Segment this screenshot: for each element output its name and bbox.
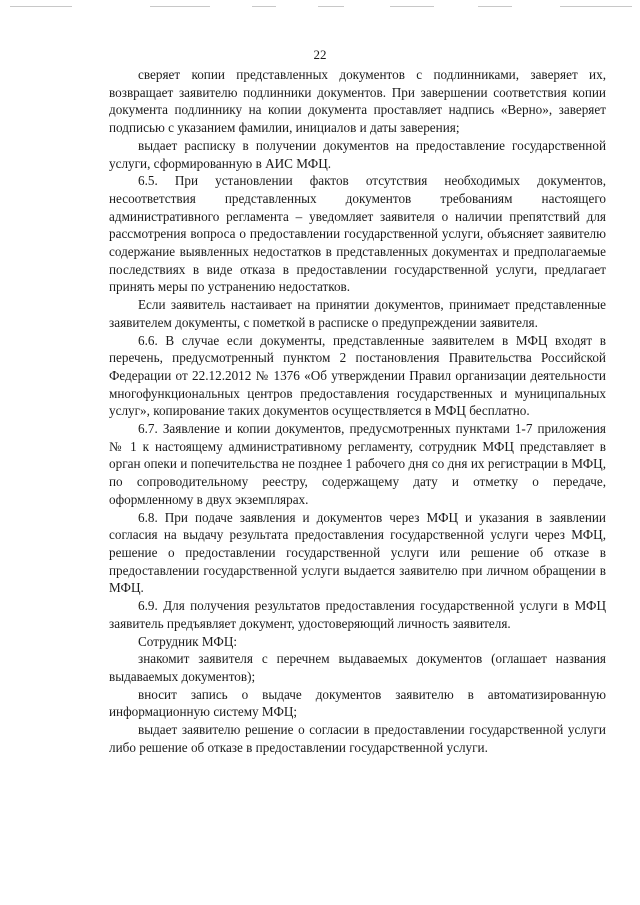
paragraph: вносит запись о выдаче документов заявителю в автоматизированную информационную систему МФЦ; xyxy=(109,686,606,720)
paragraph: знакомит заявителя с перечнем выдаваемых документов (оглашает названия выдаваемых документов); xyxy=(109,651,606,684)
paragraph: 6.9. Для получения результатов предоставления государственной услуги в МФЦ заявитель предъявляет документ, удостоверяющий личность заявителя. xyxy=(109,598,606,631)
paragraph: 6.6. В случае если документы, представленные заявителем в МФЦ входят в перечень, предусмотренный пунктом 2 постановления Правительства Российской Федерации от 22.12.2012 № 1376 «Об утверждении Правил организации деятельности многофункциональных центров предоставления государственных и муниципальных услуг», копирование таких документов осуществляется в МФЦ бесплатно. xyxy=(109,332,606,419)
paragraph: выдает расписку в получении документов на предоставление государственной услуги, сформированную в АИС МФЦ. xyxy=(109,137,606,171)
document-body xyxy=(109,66,606,756)
paragraph: 6.8. При подаче заявления и документов через МФЦ и указания в заявлении согласия на выдачу результата предоставления государственной услуги через МФЦ, решение о предоставлении государственной услуги или решение об отказе в предоставлении государственной услуги выдается заявителю при личном обращении в МФЦ. xyxy=(109,509,606,596)
paragraph: 6.5. При установлении фактов отсутствия необходимых документов, несоответствия представленных документов требованиям настоящего административного регламента – уведомляет заявителя о наличии препятствий для рассмотрения вопроса о предоставлении государственной услуги, объясняет заявителю содержание выявленных недостатков в представленных документах и предполагаемые последствиях в виде отказа в предоставлении государственной услуги, предлагает принять меры по устранению недостатков. xyxy=(109,173,606,295)
paragraph: Если заявитель настаивает на принятии документов, принимает представленные заявителем документы, с пометкой в расписке о предупреждении заявителя. xyxy=(109,297,606,330)
page-number: 22 xyxy=(313,47,327,62)
paragraph: Сотрудник МФЦ: xyxy=(138,633,238,649)
paragraph: сверяет копии представленных документов с подлинниками, заверяет их, возвращает заявителю подлинники документов. При завершении соответствия копии документа подлиннику на копии документа проставляет надпись «Верно», заверяет подписью с указанием фамилии, инициалов и даты заверения; xyxy=(109,67,606,136)
paragraph: выдает заявителю решение о согласии в предоставлении государственной услуги либо решение об отказе в предоставлении государственной услуги. xyxy=(109,722,606,755)
paragraph: 6.7. Заявление и копии документов, предусмотренных пунктами 1-7 приложения № 1 к настоящему административному регламенту, сотрудник МФЦ представляет в орган опеки и попечительства не позднее 1 рабочего дня со дня их регистрации в МФЦ, по сопроводительному реестру, содержащему дату и отметку о передаче, оформленному в двух экземплярах. xyxy=(109,421,606,507)
